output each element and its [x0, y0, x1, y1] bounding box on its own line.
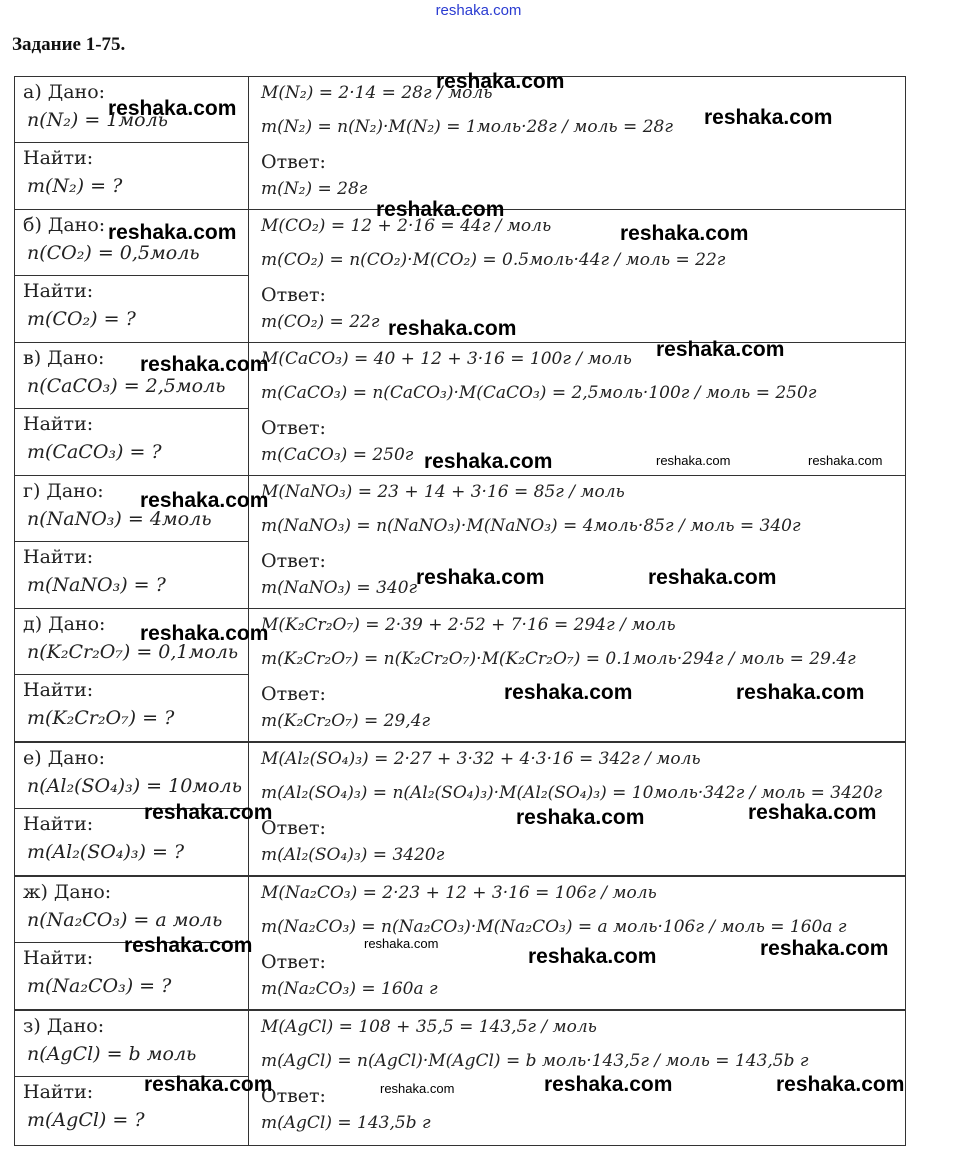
mass-calc-line: m(N₂) = n(N₂)·M(N₂) = 1моль·28г / моль = 28г: [261, 117, 673, 137]
watermark-text: reshaka.com: [380, 1081, 455, 1096]
mass-calc-line: m(CaCO₃) = n(CaCO₃)·M(CaCO₃) = 2,5моль·100г / моль = 250г: [261, 383, 817, 403]
answer-label: Ответ:: [261, 683, 326, 705]
site-header-link[interactable]: reshaka.com: [435, 2, 522, 19]
watermark-text: reshaka.com: [140, 622, 269, 645]
given-label: е) Дано:: [23, 747, 105, 769]
watermark-text: reshaka.com: [704, 106, 833, 129]
watermark-text: reshaka.com: [648, 566, 777, 589]
find-cell: [15, 675, 248, 741]
molar-mass-line: M(NaNO₃) = 23 + 14 + 3·16 = 85г / моль: [261, 482, 625, 502]
find-label: Найти:: [23, 147, 94, 169]
mass-calc-line: m(K₂Cr₂O₇) = n(K₂Cr₂O₇)·M(K₂Cr₂O₇) = 0.1моль·294г / моль = 29.4г: [261, 649, 856, 669]
watermark-text: reshaka.com: [416, 566, 545, 589]
given-cell: [15, 1011, 248, 1077]
watermark-text: reshaka.com: [124, 934, 253, 957]
answer-value: m(N₂) = 28г: [261, 179, 368, 199]
solution-cell: [249, 210, 905, 342]
molar-mass-line: M(AgCl) = 108 + 35,5 = 143,5г / моль: [261, 1017, 597, 1037]
given-label: в) Дано:: [23, 347, 105, 369]
mass-calc-line: m(NaNO₃) = n(NaNO₃)·M(NaNO₃) = 4моль·85г / моль = 340г: [261, 516, 801, 536]
given-expression: n(AgCl) = b моль: [27, 1043, 197, 1065]
given-label: б) Дано:: [23, 214, 106, 236]
answer-value: m(NaNO₃) = 340г: [261, 578, 418, 598]
answer-label: Ответ:: [261, 151, 326, 173]
answer-value: m(CaCO₃) = 250г: [261, 445, 414, 465]
find-label: Найти:: [23, 947, 94, 969]
watermark-text: reshaka.com: [140, 489, 269, 512]
find-label: Найти:: [23, 679, 94, 701]
watermark-text: reshaka.com: [376, 198, 505, 221]
molar-mass-line: M(Na₂CO₃) = 2·23 + 12 + 3·16 = 106г / моль: [261, 883, 657, 903]
answer-label: Ответ:: [261, 817, 326, 839]
given-expression: n(Na₂CO₃) = a моль: [27, 909, 223, 931]
given-expression: n(CO₂) = 0,5моль: [27, 242, 200, 264]
find-expression: m(N₂) = ?: [27, 175, 123, 197]
mass-calc-line: m(Al₂(SO₄)₃) = n(Al₂(SO₄)₃)·M(Al₂(SO₄)₃) = 10моль·342г / моль = 3420г: [261, 783, 883, 803]
given-label: д) Дано:: [23, 613, 106, 635]
given-expression: n(Al₂(SO₄)₃) = 10моль: [27, 775, 242, 797]
answer-label: Ответ:: [261, 417, 326, 439]
given-label: з) Дано:: [23, 1015, 105, 1037]
watermark-text: reshaka.com: [528, 945, 657, 968]
given-cell: [15, 743, 248, 809]
given-label: а) Дано:: [23, 81, 106, 103]
answer-label: Ответ:: [261, 284, 326, 306]
watermark-text: reshaka.com: [424, 450, 553, 473]
watermark-text: reshaka.com: [776, 1073, 905, 1096]
given-expression: n(NaNO₃) = 4моль: [27, 508, 212, 530]
watermark-text: reshaka.com: [140, 353, 269, 376]
find-cell: [15, 276, 248, 342]
watermark-text: reshaka.com: [544, 1073, 673, 1096]
answer-value: m(Na₂CO₃) = 160a г: [261, 979, 438, 999]
watermark-text: reshaka.com: [108, 97, 237, 120]
watermark-text: reshaka.com: [436, 70, 565, 93]
solution-cell: [249, 77, 905, 209]
find-expression: m(K₂Cr₂O₇) = ?: [27, 707, 175, 729]
answer-label: Ответ:: [261, 1085, 326, 1107]
mass-calc-line: m(CO₂) = n(CO₂)·M(CO₂) = 0.5моль·44г / моль = 22г: [261, 250, 726, 270]
solution-cell: [249, 343, 905, 475]
watermark-text: reshaka.com: [364, 936, 439, 951]
molar-mass-line: M(K₂Cr₂O₇) = 2·39 + 2·52 + 7·16 = 294г / моль: [261, 615, 676, 635]
page-title: Задание 1-75.: [12, 34, 126, 55]
find-expression: m(CaCO₃) = ?: [27, 441, 162, 463]
answer-value: m(K₂Cr₂O₇) = 29,4г: [261, 711, 431, 731]
watermark-text: reshaka.com: [748, 801, 877, 824]
find-label: Найти:: [23, 280, 94, 302]
given-label: г) Дано:: [23, 480, 104, 502]
find-label: Найти:: [23, 813, 94, 835]
watermark-text: reshaka.com: [620, 222, 749, 245]
given-expression: n(K₂Cr₂O₇) = 0,1моль: [27, 641, 239, 663]
find-cell: [15, 143, 248, 209]
molar-mass-line: M(CaCO₃) = 40 + 12 + 3·16 = 100г / моль: [261, 349, 632, 369]
watermark-text: reshaka.com: [656, 453, 731, 468]
find-cell: [15, 409, 248, 475]
answer-label: Ответ:: [261, 550, 326, 572]
answer-value: m(Al₂(SO₄)₃) = 3420г: [261, 845, 445, 865]
find-expression: m(AgCl) = ?: [27, 1109, 145, 1131]
find-expression: m(Na₂CO₃) = ?: [27, 975, 172, 997]
given-label: ж) Дано:: [23, 881, 112, 903]
molar-mass-line: M(CO₂) = 12 + 2·16 = 44г / моль: [261, 216, 552, 236]
answer-label: Ответ:: [261, 951, 326, 973]
find-expression: m(CO₂) = ?: [27, 308, 136, 330]
solution-cell: [249, 609, 905, 741]
mass-calc-line: m(Na₂CO₃) = n(Na₂CO₃)·M(Na₂CO₃) = a моль·106г / моль = 160a г: [261, 917, 847, 937]
answer-value: m(CO₂) = 22г: [261, 312, 380, 332]
mass-calc-line: m(AgCl) = n(AgCl)·M(AgCl) = b моль·143,5г / моль = 143,5b г: [261, 1051, 809, 1071]
watermark-text: reshaka.com: [108, 221, 237, 244]
watermark-text: reshaka.com: [760, 937, 889, 960]
watermark-text: reshaka.com: [516, 806, 645, 829]
find-cell: [15, 542, 248, 608]
find-label: Найти:: [23, 413, 94, 435]
molar-mass-line: M(N₂) = 2·14 = 28г / моль: [261, 83, 493, 103]
watermark-text: reshaka.com: [504, 681, 633, 704]
find-label: Найти:: [23, 1081, 94, 1103]
given-expression: n(N₂) = 1моль: [27, 109, 169, 131]
find-expression: m(Al₂(SO₄)₃) = ?: [27, 841, 185, 863]
given-expression: n(CaCO₃) = 2,5моль: [27, 375, 226, 397]
watermark-text: reshaka.com: [388, 317, 517, 340]
watermark-text: reshaka.com: [144, 1073, 273, 1096]
find-expression: m(NaNO₃) = ?: [27, 574, 166, 596]
watermark-text: reshaka.com: [736, 681, 865, 704]
answer-value: m(AgCl) = 143,5b г: [261, 1113, 431, 1133]
watermark-text: reshaka.com: [808, 453, 883, 468]
molar-mass-line: M(Al₂(SO₄)₃) = 2·27 + 3·32 + 4·3·16 = 342г / моль: [261, 749, 701, 769]
solution-cell: [249, 476, 905, 608]
find-label: Найти:: [23, 546, 94, 568]
watermark-text: reshaka.com: [656, 338, 785, 361]
watermark-text: reshaka.com: [144, 801, 273, 824]
